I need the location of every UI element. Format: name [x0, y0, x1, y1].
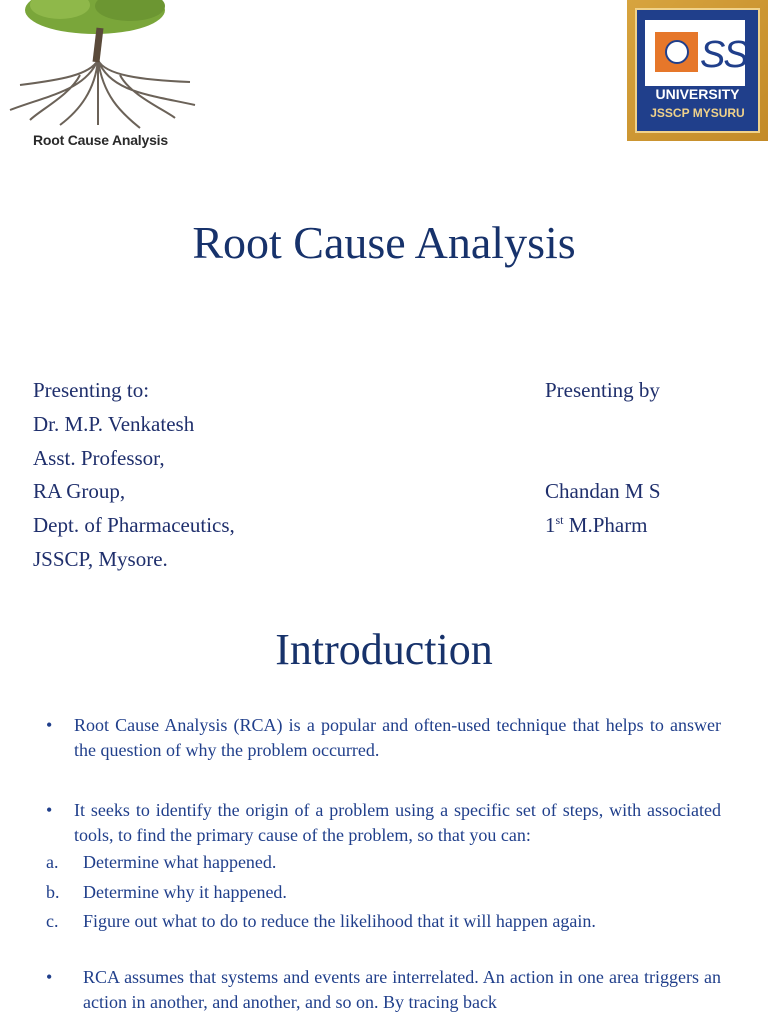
department: Dept. of Pharmaceutics,: [33, 513, 235, 538]
presenting-to-label: Presenting to:: [33, 378, 150, 402]
seal-icon: [665, 40, 689, 64]
university-logo: SS UNIVERSITY JSSCP MYSURU: [627, 0, 768, 141]
presenting-by-block: [545, 374, 661, 543]
presenter-name: Chandan M S: [545, 479, 661, 504]
logo-caption: Root Cause Analysis: [33, 132, 168, 148]
bullet-item: • Root Cause Analysis (RCA) is a popular and often-used technique that helps to answer the question of why the problem occurred.: [46, 715, 721, 760]
professor-title: Asst. Professor,: [33, 445, 165, 470]
bullet-item: • It seeks to identify the origin of a problem using a specific set of steps, with associated tools, to find the primary cause of the problem, so that you can:: [46, 800, 721, 845]
list-item: c. Figure out what to do to reduce the likelihood that it will happen again.: [46, 911, 596, 931]
presenting-to-block: [33, 374, 235, 577]
list-item: b. Determine why it happened.: [46, 881, 287, 902]
slide-title: Introduction: [275, 625, 493, 674]
bullet-icon: •: [46, 966, 53, 987]
list-item: a. Determine what happened.: [46, 852, 277, 872]
professor-name: Dr. M.P. Venkatesh: [33, 411, 195, 436]
institution: JSSCP, Mysore.: [33, 546, 168, 571]
presenter-course: 1st M.Pharm: [545, 513, 648, 538]
logo-university-text: UNIVERSITY: [655, 86, 740, 102]
bullet-icon: •: [46, 715, 53, 735]
group-name: RA Group,: [33, 479, 126, 504]
bullet-icon: •: [46, 800, 53, 820]
bullet-list: [46, 713, 721, 1015]
presenting-by-label: Presenting by: [545, 378, 660, 402]
introduction-slide: [0, 600, 768, 1024]
bullet-item: • RCA assumes that systems and events are interrelated. An action in one area triggers an action in another, and another, and so on. By tracing back: [46, 966, 721, 1012]
logo-campus-text: JSSCP MYSURU: [650, 106, 745, 120]
slide-title: Root Cause Analysis: [192, 217, 576, 268]
